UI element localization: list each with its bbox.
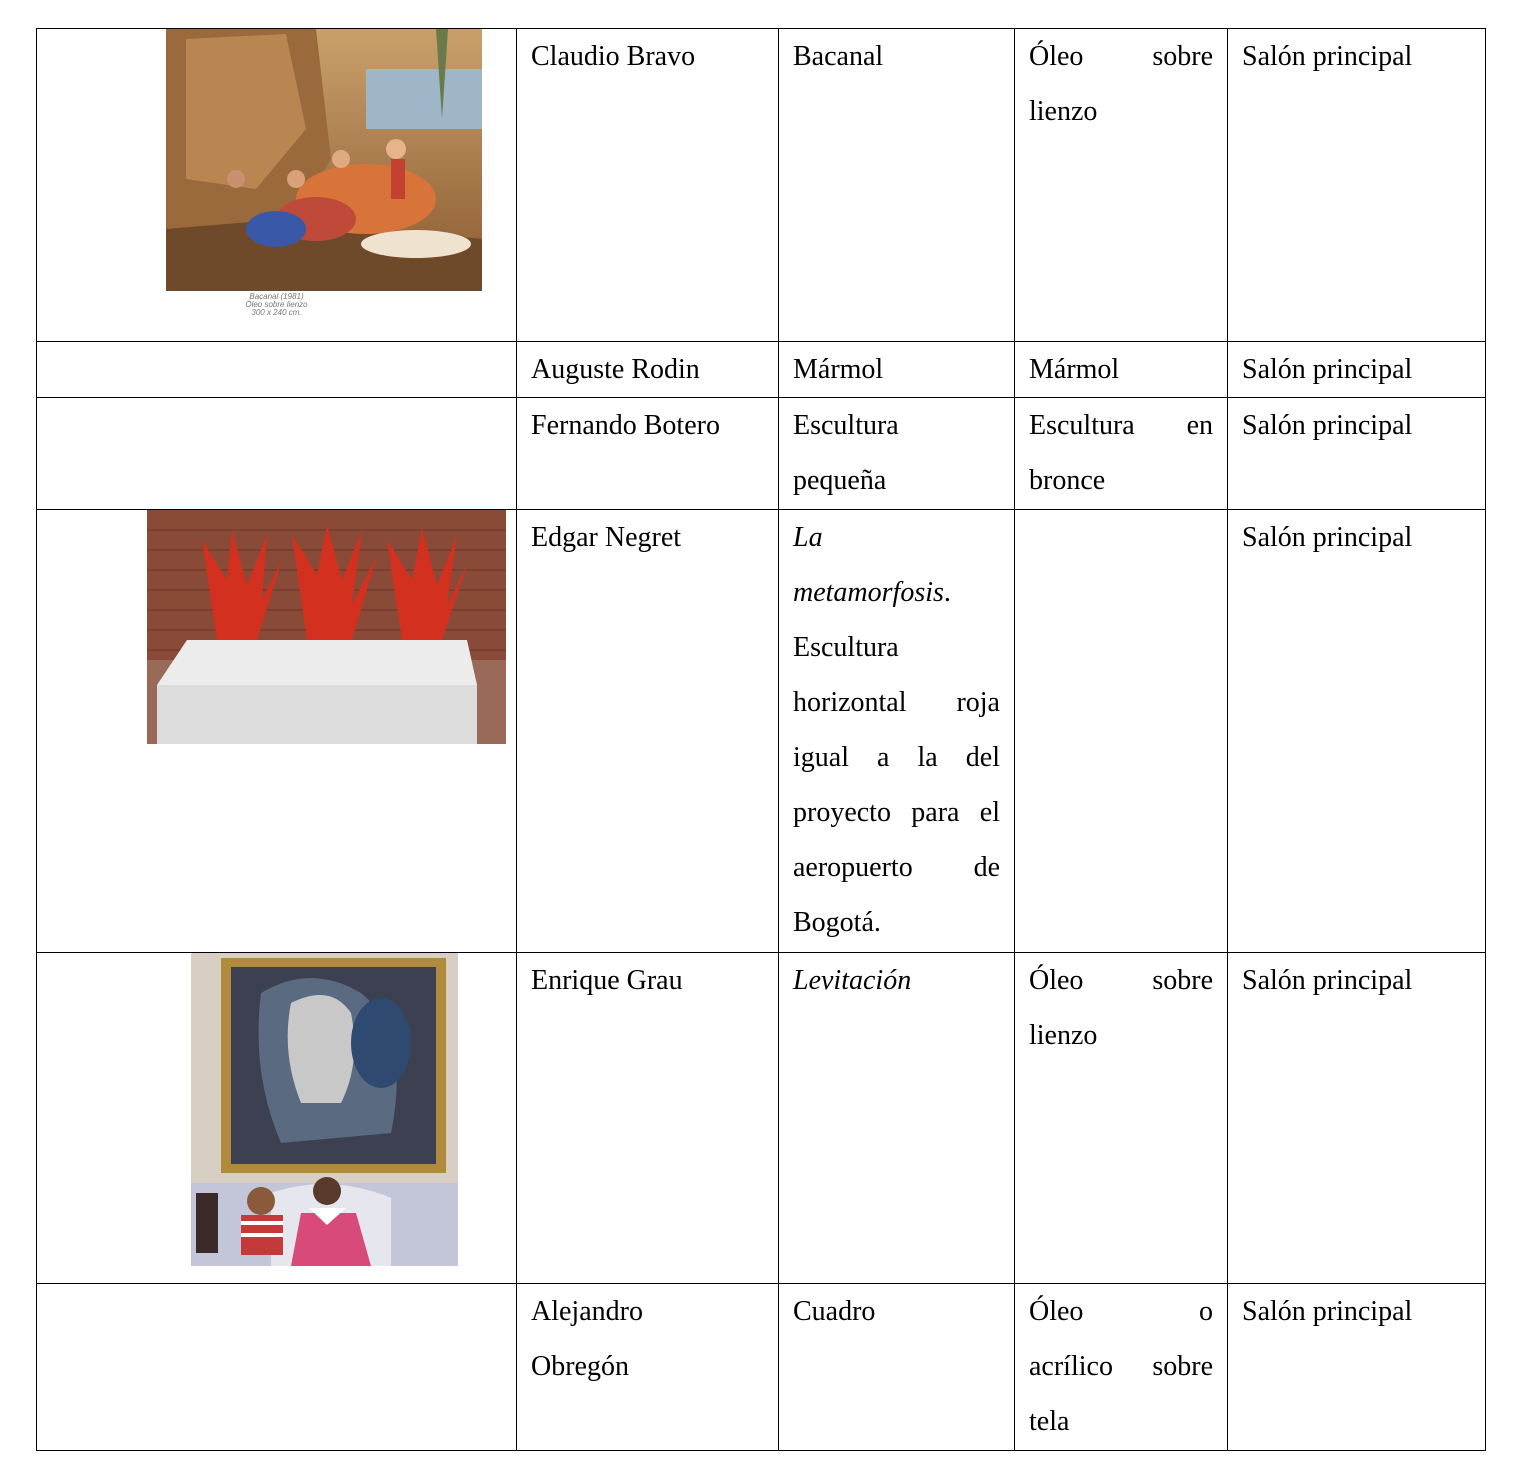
work-title-line: La — [793, 522, 823, 553]
image-cell — [37, 953, 517, 1284]
technique-line: Mármol — [1029, 354, 1120, 385]
location-text: Salón principal — [1242, 522, 1413, 553]
bacanal-painting-image — [166, 29, 482, 291]
image-cell — [37, 398, 517, 510]
location-cell — [1228, 953, 1486, 1284]
work-title: Cuadro — [793, 1296, 876, 1327]
location-text: Salón principal — [1242, 354, 1413, 385]
table-row — [37, 29, 1486, 342]
artist-name: Claudio Bravo — [531, 41, 696, 72]
image-cell — [37, 510, 517, 953]
location-text: Salón principal — [1242, 1296, 1413, 1327]
caption-line: Óleo sobre lienzo — [245, 300, 308, 309]
location-cell — [1228, 29, 1486, 342]
artist-cell — [517, 342, 779, 398]
artist-line: Alejandro — [531, 1296, 643, 1327]
work-desc-line: igual a la del — [793, 742, 1000, 773]
artist-cell — [517, 29, 779, 342]
table-row — [37, 342, 1486, 398]
work-title-line: metamorfosis — [793, 577, 944, 608]
table-row — [37, 398, 1486, 510]
location-cell — [1228, 342, 1486, 398]
work-cell — [779, 510, 1015, 953]
artist-cell — [517, 1284, 779, 1451]
work-cell — [779, 953, 1015, 1284]
technique-line: bronce — [1029, 465, 1106, 496]
technique-cell — [1015, 953, 1228, 1284]
technique-line: Óleo sobre — [1029, 965, 1213, 996]
technique-line: tela — [1029, 1406, 1070, 1437]
technique-line: Óleo o — [1029, 1296, 1213, 1327]
image-cell — [37, 342, 517, 398]
work-desc-line: proyecto para el — [793, 797, 1000, 828]
technique-line: acrílico sobre — [1029, 1351, 1213, 1382]
image-cell — [37, 1284, 517, 1451]
technique-cell — [1015, 1284, 1228, 1451]
artist-cell — [517, 953, 779, 1284]
work-desc-line: Bogotá. — [793, 907, 881, 938]
technique-line: lienzo — [1029, 96, 1098, 127]
technique-line: Óleo sobre — [1029, 41, 1213, 72]
location-text: Salón principal — [1242, 965, 1413, 996]
table-row — [37, 510, 1486, 953]
work-desc-line: Escultura — [793, 632, 899, 663]
technique-cell — [1015, 398, 1228, 510]
table-row — [37, 953, 1486, 1284]
artist-name: Auguste Rodin — [531, 354, 700, 385]
technique-cell — [1015, 29, 1228, 342]
location-cell — [1228, 1284, 1486, 1451]
caption-line: Bacanal (1981) — [249, 292, 304, 301]
work-cell — [779, 398, 1015, 510]
artwork-table — [36, 28, 1486, 1451]
artist-name: Fernando Botero — [531, 410, 720, 441]
location-text: Salón principal — [1242, 410, 1413, 441]
location-text: Salón principal — [1242, 41, 1413, 72]
work-desc-line: aeropuerto de — [793, 852, 1000, 883]
work-cell — [779, 1284, 1015, 1451]
work-title: Mármol — [793, 354, 884, 385]
artist-name: Enrique Grau — [531, 965, 683, 996]
work-cell — [779, 342, 1015, 398]
image-cell — [37, 29, 517, 342]
technique-line: lienzo — [1029, 1020, 1098, 1051]
work-title: Levitación — [793, 965, 912, 996]
artist-cell — [517, 510, 779, 953]
table-row — [37, 1284, 1486, 1451]
technique-cell — [1015, 342, 1228, 398]
caption-line: 300 x 240 cm. — [251, 308, 302, 317]
red-sculpture-image — [147, 510, 506, 744]
artist-cell — [517, 398, 779, 510]
artist-name: Edgar Negret — [531, 522, 682, 553]
technique-cell — [1015, 510, 1228, 953]
painting-caption — [37, 293, 516, 317]
levitacion-photo-image — [191, 953, 458, 1266]
work-title-suffix: . — [943, 577, 951, 608]
work-line: pequeña — [793, 465, 887, 496]
work-title: Bacanal — [793, 41, 884, 72]
work-line: Escultura — [793, 410, 899, 441]
work-cell — [779, 29, 1015, 342]
location-cell — [1228, 398, 1486, 510]
work-desc-line: horizontal roja — [793, 687, 1000, 718]
artist-line: Obregón — [531, 1351, 629, 1382]
location-cell — [1228, 510, 1486, 953]
technique-line: Escultura en — [1029, 410, 1213, 441]
